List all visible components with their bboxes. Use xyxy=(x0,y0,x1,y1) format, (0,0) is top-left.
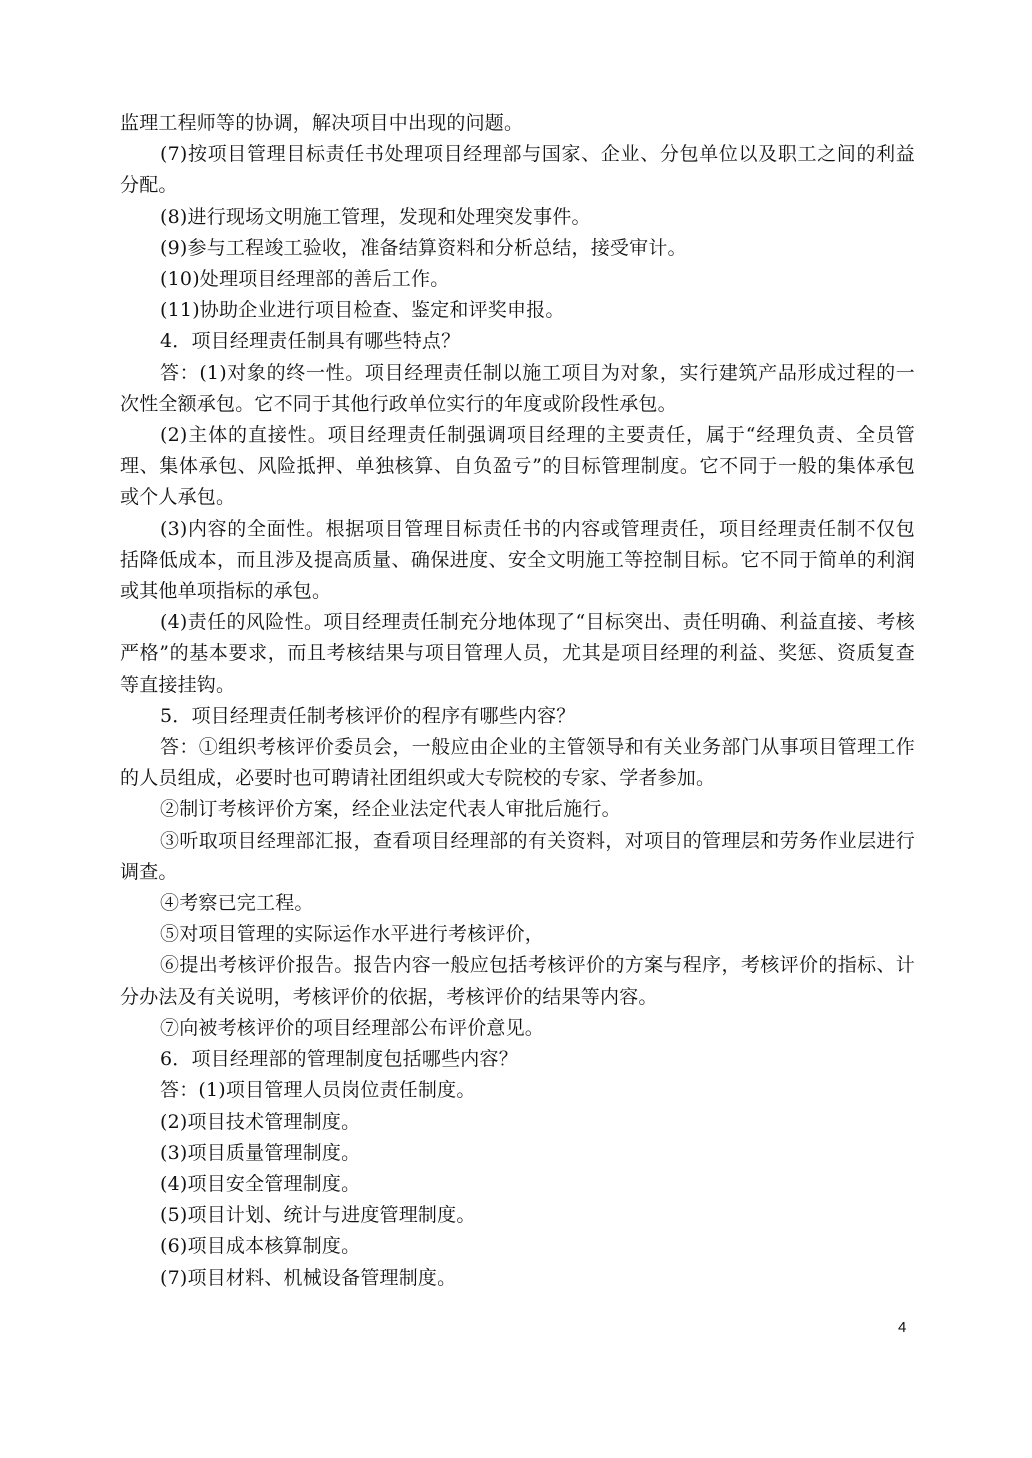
paragraph: (4)责任的风险性。项目经理责任制充分地体现了“目标突出、责任明确、利益直接、考核严格”的基本要求，而且考核结果与项目管理人员，尤其是项目经理的利益、奖惩、资质复查等直接挂钩。 xyxy=(120,611,915,696)
answer-paragraph: 答：(1)对象的终一性。项目经理责任制以施工项目为对象，实行建筑产品形成过程的一次性全额承包。它不同于其他行政单位实行的年度或阶段性承包。 xyxy=(120,361,915,415)
paragraph: (9)参与工程竣工验收，准备结算资料和分析总结，接受审计。 xyxy=(160,236,687,259)
paragraph: (7)按项目管理目标责任书处理项目经理部与国家、企业、分包单位以及职工之间的利益分配。 xyxy=(120,143,915,197)
paragraph: ⑥提出考核评价报告。报告内容一般应包括考核评价的方案与程序，考核评价的指标、计分办法及有关说明，考核评价的依据，考核评价的结果等内容。 xyxy=(120,954,915,1008)
paragraph: (6)项目成本核算制度。 xyxy=(160,1235,361,1258)
question-heading: 6．项目经理部的管理制度包括哪些内容？ xyxy=(160,1048,518,1071)
page-number: 4 xyxy=(898,1319,907,1336)
paragraph: (7)项目材料、机械设备管理制度。 xyxy=(160,1266,457,1289)
answer-paragraph: 答：①组织考核评价委员会，一般应由企业的主管领导和有关业务部门从事项目管理工作的人员组成，必要时也可聘请社团组织或大专院校的专家、学者参加。 xyxy=(120,736,915,790)
question-heading: 5．项目经理责任制考核评价的程序有哪些内容？ xyxy=(160,704,576,727)
paragraph: ②制订考核评价方案，经企业法定代表人审批后施行。 xyxy=(160,798,621,821)
paragraph: 监理工程师等的协调，解决项目中出现的问题。 xyxy=(120,112,524,134)
paragraph: ⑦向被考核评价的项目经理部公布评价意见。 xyxy=(160,1016,545,1039)
paragraph: (10)处理项目经理部的善后工作。 xyxy=(160,268,450,291)
paragraph: ⑤对项目管理的实际运作水平进行考核评价， xyxy=(160,923,545,946)
paragraph: (5)项目计划、统计与进度管理制度。 xyxy=(160,1204,476,1227)
paragraph: (3)项目质量管理制度。 xyxy=(160,1141,361,1164)
paragraph: (2)主体的直接性。项目经理责任制强调项目经理的主要责任，属于“经理负责、全员管理、集体承包、风险抵押、单独核算、自负盈亏”的目标管理制度。它不同于一般的集体承包或个人承包。 xyxy=(120,424,915,509)
paragraph: (4)项目安全管理制度。 xyxy=(160,1172,361,1195)
paragraph: (3)内容的全面性。根据项目管理目标责任书的内容或管理责任，项目经理责任制不仅包括降低成本，而且涉及提高质量、确保进度、安全文明施工等控制目标。它不同于简单的利润或其他单项指标的承包。 xyxy=(120,517,915,603)
paragraph: ③听取项目经理部汇报，查看项目经理部的有关资料，对项目的管理层和劳务作业层进行调查。 xyxy=(120,829,915,883)
paragraph: (11)协助企业进行项目检查、鉴定和评奖申报。 xyxy=(160,299,565,322)
document-body xyxy=(120,108,915,1294)
paragraph: (8)进行现场文明施工管理，发现和处理突发事件。 xyxy=(160,205,591,228)
paragraph: ④考察已完工程。 xyxy=(160,892,314,915)
question-heading: 4．项目经理责任制具有哪些特点？ xyxy=(160,330,461,353)
answer-paragraph: 答：(1)项目管理人员岗位责任制度。 xyxy=(160,1079,476,1102)
paragraph: (2)项目技术管理制度。 xyxy=(160,1110,361,1133)
